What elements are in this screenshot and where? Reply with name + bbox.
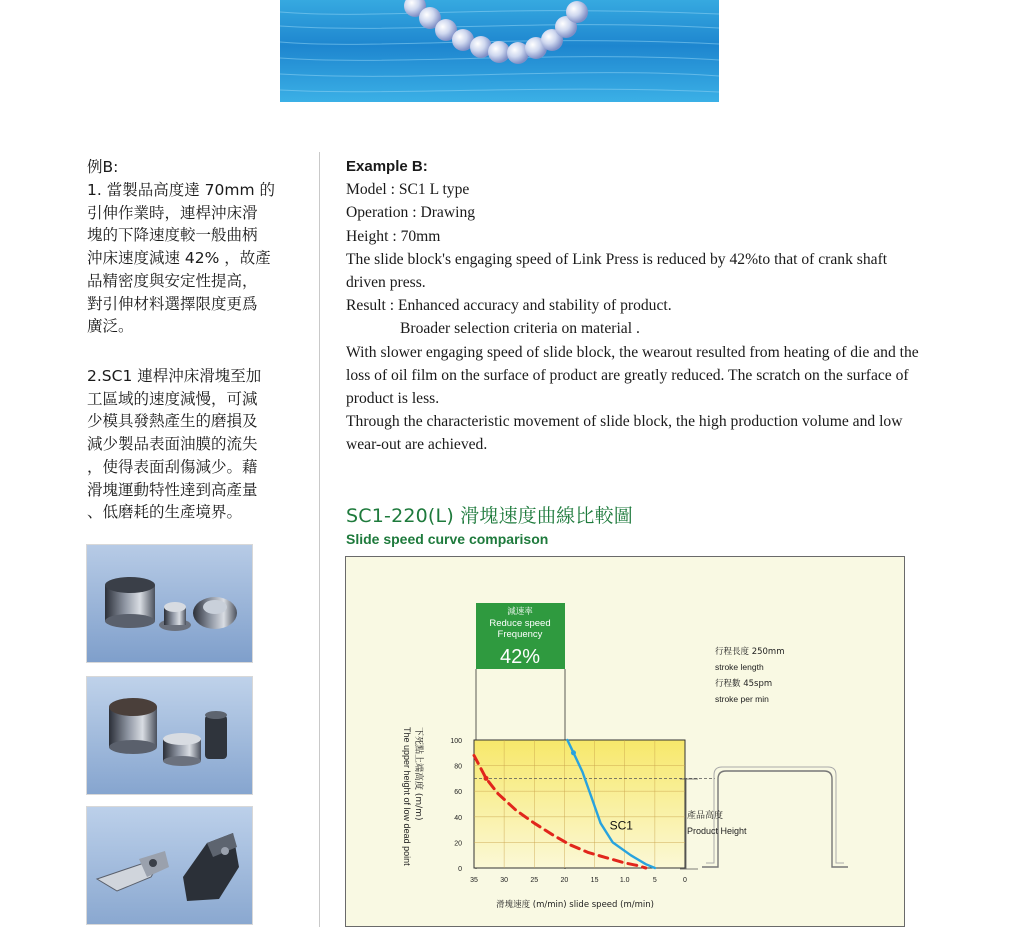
badge-en-label-2: Frequency bbox=[497, 629, 543, 640]
product-height-cn: 產品高度 bbox=[687, 811, 724, 821]
chart-title: SC1-220(L) 滑塊速度曲線比較圖 bbox=[346, 505, 633, 527]
badge-value: 42% bbox=[499, 646, 541, 668]
crank-curve-point bbox=[484, 776, 489, 781]
product-outline bbox=[702, 771, 848, 867]
product-height-en: Product Height bbox=[687, 826, 747, 836]
badge-en-label-1: Reduce speed bbox=[489, 618, 551, 629]
en-paragraph-2: Through the characteristic movement of slide block, the high production volume and low wear-out are achieved. bbox=[346, 413, 903, 454]
sc1-curve-point bbox=[571, 750, 576, 755]
cn-example-label: 例B: bbox=[87, 158, 119, 176]
plot-area bbox=[450, 738, 715, 884]
x-tick-label: 25 bbox=[530, 877, 539, 884]
x-axis-label: 滑塊速度 (m/min) slide speed (m/min) bbox=[496, 900, 654, 910]
product-photo-1 bbox=[86, 544, 253, 663]
en-height: Height : 70mm bbox=[346, 227, 441, 245]
y-tick-label: 40 bbox=[454, 814, 462, 822]
chart-area bbox=[345, 556, 905, 927]
sc1-series-label: SC1 bbox=[609, 818, 633, 833]
y-axis-label-cn: 下死點上端高度 (m/m) bbox=[413, 727, 423, 821]
en-column bbox=[346, 155, 926, 457]
cn-item-1: 1. 當製品高度達 70mm 的 引伸作業時，連桿沖床滑 塊的下降速度較一般曲柄 沖床速度減速 42% ，故產 品精密度與安定性提高， 對引伸材料選擇限度更爲 廣泛。 bbox=[87, 181, 275, 336]
y-tick-label: 80 bbox=[454, 763, 462, 771]
stroke-per-min-cn: 行程數 45spm bbox=[715, 679, 773, 689]
en-operation: Operation : Drawing bbox=[346, 204, 476, 222]
x-tick-label: 30 bbox=[500, 877, 509, 884]
photo-1-graphic bbox=[87, 545, 252, 662]
banner-image bbox=[280, 0, 719, 102]
x-tick-label: 5 bbox=[652, 877, 657, 884]
x-tick-label: 20 bbox=[560, 877, 569, 884]
x-tick-label: 1.0 bbox=[619, 877, 630, 884]
product-photo-2 bbox=[86, 676, 253, 795]
en-model: Model : SC1 L type bbox=[346, 181, 470, 199]
cn-item-2: 2.SC1 連桿沖床滑塊至加 工區域的速度減慢，可減 少模具發熱產生的磨損及 減少製品表面油膜的流失 ，使得表面刮傷減少。藉 滑塊運動特性達到高產量 、低磨耗的生產境界。 bbox=[87, 367, 262, 522]
y-tick-label: 0 bbox=[458, 866, 462, 873]
en-engaging: The slide block's engaging speed of Link Press is reduced by 42%to that of crank shaft driven press. bbox=[346, 250, 888, 292]
x-tick-label: 35 bbox=[470, 877, 478, 884]
banner-graphic bbox=[280, 0, 719, 102]
slide-speed-chart bbox=[346, 557, 904, 926]
y-tick-label: 20 bbox=[454, 840, 462, 848]
stroke-per-min-en: stroke per min bbox=[715, 694, 769, 704]
y-axis-label-en: The upper height of low dead point bbox=[402, 727, 412, 866]
en-heading: Example B: bbox=[346, 158, 428, 175]
x-tick-label: 0 bbox=[683, 877, 687, 884]
y-tick-label: 60 bbox=[454, 789, 462, 797]
en-result: Result : Enhanced accuracy and stability of product. bbox=[346, 297, 672, 315]
chart-subtitle: Slide speed curve comparison bbox=[346, 531, 549, 547]
stroke-length-en: stroke length bbox=[715, 662, 764, 672]
badge-cn-label: 減速率 bbox=[507, 607, 533, 617]
column-divider bbox=[319, 152, 320, 927]
stroke-length-cn: 行程長度 250mm bbox=[715, 647, 785, 657]
product-outline-inner bbox=[706, 767, 844, 863]
photo-3-graphic bbox=[87, 807, 252, 924]
y-tick-label: 100 bbox=[450, 738, 462, 745]
photo-2-graphic bbox=[87, 677, 252, 794]
en-paragraph-1: With slower engaging speed of slide block, the wearout resulted from heating of die and the loss of oil film on the surface of product are greatly reduced. The scratch on the surface of product is less. bbox=[346, 343, 919, 408]
product-photo-3 bbox=[86, 806, 253, 925]
x-tick-label: 15 bbox=[590, 877, 599, 884]
en-result-2: Broader selection criteria on material . bbox=[400, 320, 640, 338]
